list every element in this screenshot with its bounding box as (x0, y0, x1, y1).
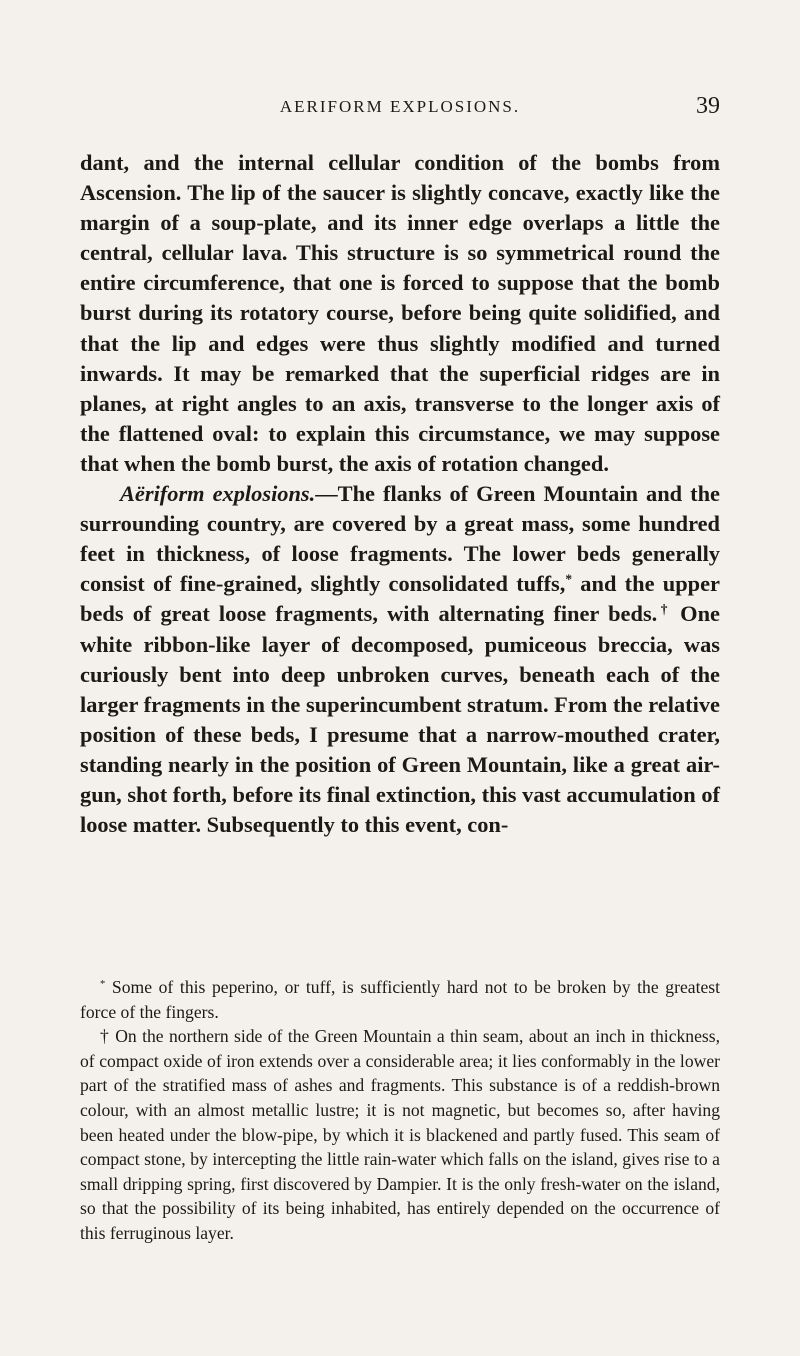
footnote-mark: † (100, 1026, 110, 1047)
main-text (80, 148, 720, 840)
section-heading: Aëriform explosions. (120, 481, 316, 507)
paragraph-text-part-3: One white ribbon-like layer of decomposed, pumiceous breccia, was curiously bent into deep unbroken curves, beneath each of the larger fragments in the superincumbent stratum. From the relative position of these beds, I presume that a narrow-mouthed crater, standing nearly in the position of Green Mountain, like a great air-gun, shot forth, before its final extinction, this vast accumulation of loose matter. Subsequently to this event, con- (80, 601, 720, 838)
footnote-dagger (80, 1024, 720, 1245)
paragraph-text-part-1: —The flanks of Green Mountain and the surrounding country, are covered by a great mass, some hundred feet in thickness, of loose fragments. The lower beds generally consist of fine-grained, slightly consolidated tuffs, (80, 481, 720, 597)
paragraph-aeriform-explosions (80, 479, 720, 840)
footnotes (80, 975, 720, 1246)
page-number: 39 (696, 93, 720, 119)
paragraph-continuation: dant, and the internal cellular condition of the bombs from Ascension. The lip of the saucer is slightly concave, exactly like the margin of a soup-plate, and its inner edge overlaps a little the central, cellular lava. This structure is so symmetrical round the entire circumference, that one is forced to suppose that the bomb burst during its rotatory course, before being quite solidified, and that the lip and edges were thus slightly modified and turned inwards. It may be remarked that the superficial ridges are in planes, at right angles to an axis, transverse to the longer axis of the flattened oval: to explain this circumstance, we may suppose that when the bomb burst, the axis of rotation changed. (80, 150, 720, 476)
footnote-text: Some of this peperino, or tuff, is sufficiently hard not to be broken by the greatest force of the fingers. (80, 977, 720, 1022)
running-title: AERIFORM EXPLOSIONS. (279, 97, 521, 116)
footnote-mark: * (100, 979, 106, 991)
footnote-text: On the northern side of the Green Mountain a thin seam, about an inch in thickness, of compact oxide of iron extends over a considerable area; it lies conformably in the lower part of the stratified mass of ashes and fragments. This substance is of a reddish-brown colour, with an almost metallic lustre; it is not magnetic, but becomes so, after having been heated under the blow-pipe, by which it is blackened and partly fused. This seam of compact stone, by intercepting the little rain-water which falls on the island, gives rise to a small dripping spring, first discovered by Dampier. It is the only fresh-water on the island, so that the possibility of its being inhabited, has entirely depended on the occurrence of this ferruginous layer. (80, 1026, 721, 1243)
footnote-marker-dagger: † (657, 602, 672, 618)
footnote-star (80, 975, 720, 1024)
running-header (80, 95, 720, 125)
footnote-marker-star: * (565, 571, 573, 587)
paragraph-text-part-2: and the upper beds of great loose fragments, with alternating finer beds. (80, 571, 720, 627)
